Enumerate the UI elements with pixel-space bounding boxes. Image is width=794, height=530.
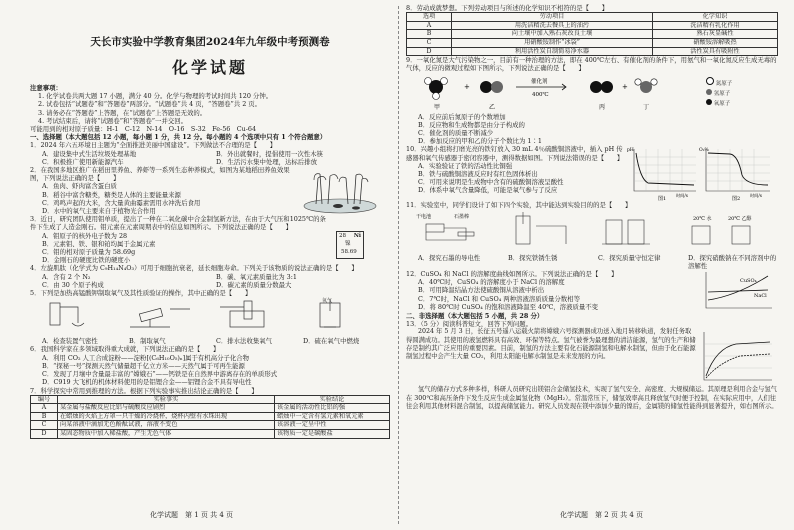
note-item: 1. 化学试卷共两大题 17 小题，满分 40 分。化学与物理的考试时间共 120 分钟。 xyxy=(38,92,273,101)
footer-right: 化学试题 第 2 页 共 4 页 xyxy=(560,511,644,519)
q12-option-a[interactable]: A．40℃时，CuSO₄ 的溶解度小于 NaCl 的溶解度 xyxy=(418,278,565,287)
q12-stem: 12．CuSO₄ 和 NaCl 的溶解度曲线如图所示。下列说法正确的是【 】 xyxy=(406,270,618,278)
q7-cell: 某金属与盐酸反应比铝与硫酸反应剧烈 xyxy=(58,404,275,413)
label-ding: 丁 xyxy=(643,103,650,111)
section2-heading: 二、非选择题（本大题包括 5 小题，共 28 分） xyxy=(406,312,544,320)
element-symbol: Ni xyxy=(353,233,361,240)
q10-block xyxy=(406,145,778,201)
atomic-mass-line: 可能用到的相对原子质量：H-1 C-12 N-14 O-16 S-32 Fe-56 Cu-64 xyxy=(30,125,257,134)
notes-heading: 注意事项： xyxy=(30,84,62,92)
q3-option-a[interactable]: A．钼原子的核外电子数为 28 xyxy=(42,231,128,240)
q4-option-c[interactable]: C．由 30 个原子构成 xyxy=(42,280,104,289)
q7-cell: 该金属的活动性比铝的强 xyxy=(275,404,390,413)
o2-curve xyxy=(708,153,768,185)
table-row xyxy=(31,430,390,439)
q9-option-a[interactable]: A．反应前后氮原子的个数增加 xyxy=(418,112,506,121)
exam-title: 天长市实验中学教育集团2024年九年级中考预测卷 xyxy=(90,36,330,48)
q4-option-b[interactable]: B．碳、氧元素质量比为 3:1 xyxy=(216,272,297,281)
q7-cell: C xyxy=(31,421,58,430)
note-item: 2. 试卷包括“试题卷”和“答题卷”两部分。“试题卷”共 4 页，“答题卷”共 2 页。 xyxy=(38,100,262,109)
section1-heading: 一、选择题（本大题包括 12 小题，每小题 1 分，共 12 分。每小题的 4 个选项中只有 1 个符合题意） xyxy=(30,133,327,142)
q3-stem: 3．近日，研究团队使用钼单质，提出了一种在二氧化碳中合金制氢新方法，在由于大气压和1025℃的条件下生成了人造金刚石。钼元素在元素周期表中的信息如图所示。下列说法正确的是【 】 xyxy=(30,215,326,232)
right-page xyxy=(406,4,778,508)
element-mass: 58.69 xyxy=(341,249,357,256)
q4-option-d[interactable]: D．碳元素的质量分数最大 xyxy=(216,280,292,289)
table-row xyxy=(31,421,390,430)
label-ethanol: 20℃ 乙醇 xyxy=(728,215,752,222)
q7-cell: 该物质一定是碳酸盐 xyxy=(275,430,390,439)
q7-cell: B xyxy=(31,412,58,421)
table-row xyxy=(407,21,778,30)
table-row xyxy=(31,412,390,421)
q7-cell: 某固态物质中加入稀盐酸，产生无色气体 xyxy=(58,430,275,439)
q7-cell: 该溶液一定呈中性 xyxy=(275,421,390,430)
q5-option-b[interactable]: B．制取氧气 xyxy=(129,337,166,346)
q3-option-c[interactable]: C．钼的相对原子质量为 58.69g xyxy=(42,248,136,257)
fig1-label: 图1 xyxy=(658,196,667,202)
table-row xyxy=(407,38,778,47)
q8-cell: 熟石灰显碱性 xyxy=(653,30,778,39)
q7-cell: A xyxy=(31,404,58,413)
q7-table xyxy=(30,395,390,439)
legend-item xyxy=(706,77,732,89)
q8-header-row xyxy=(407,13,778,22)
q11-options xyxy=(406,254,778,270)
q5-apparatus-figure xyxy=(30,297,390,333)
q3-block xyxy=(30,215,390,264)
cuso4-curve-label: CuSO₄ xyxy=(740,278,757,284)
q1-option-d[interactable]: D．生活污水集中处理，达标后排放 xyxy=(216,157,317,166)
q11-stem: 11．实验室中，同学们设计了如下四个实验，其中能达到实验目的的是【 】 xyxy=(406,201,632,210)
q8-cell: 用硝酸铵制作“冰袋” xyxy=(452,38,653,47)
q11-option-c[interactable]: C．探究质量守恒定律 xyxy=(598,253,661,262)
q7-stem: 7．科学探究中常用到推理的方法。根据下列实验事实推出结论正确的是【 】 xyxy=(30,386,258,395)
label-graphite: 石墨棒 xyxy=(454,213,470,220)
q13-stem: 13．（5 分）阅读科普短文，回答下列问题。 xyxy=(406,320,533,329)
legend-label: 氮原子 xyxy=(715,80,733,87)
q1-options xyxy=(30,150,390,158)
label-bing: 丙 xyxy=(599,103,606,111)
q10-stem: 10．兴趣小组将打磨光亮的铁钉放入 30 mL 4％硫酸铜溶液中，插入 pH 传感器和氧气传感器于密闭容器中，测得数据如图。下列说法错误的是【 】 xyxy=(406,145,624,162)
nacl-curve-label: NaCl xyxy=(754,293,767,299)
q8-cell: A xyxy=(407,21,452,30)
q5-option-a[interactable]: A．检查装置气密性 xyxy=(42,337,98,346)
fig2-xlabel: 时间/s xyxy=(750,193,762,199)
note-item: 4. 考试结束后，请将“试题卷”和“答题卷”一并交回。 xyxy=(38,116,188,125)
q5-option-d[interactable]: D．硫在氧气中燃烧 xyxy=(303,337,360,346)
table-row xyxy=(407,30,778,39)
q2-stem: 2．在我国多地区推广在稻田里养鱼、养虾等一系列生态种养模式，如图为某地稻田养鱼效果图，下列说法正确的是【 】 xyxy=(30,166,290,183)
molecule-bing xyxy=(590,81,613,93)
q8-cell: 向土壤中加入熟石灰改良土壤 xyxy=(452,30,653,39)
fig2-ylabel: O₂% xyxy=(699,148,709,154)
page-divider xyxy=(398,6,399,524)
condition-temp: 400℃ xyxy=(532,91,549,98)
q8-header-cell: 劳动项目 xyxy=(452,13,653,22)
q11-option-a[interactable]: A．探究石墨的导电性 xyxy=(418,253,481,262)
q12-block xyxy=(406,270,778,312)
q7-header-row xyxy=(31,395,390,404)
label-water: 20℃ 水 xyxy=(693,215,712,222)
element-number: 28 xyxy=(339,233,346,240)
q2-option-a[interactable]: A．鱼肉、虾肉富含蛋白质 xyxy=(42,182,117,191)
q3-option-d[interactable]: D．金刚石的硬度比铁的硬度小 xyxy=(42,256,131,265)
q1-options-row2 xyxy=(30,158,390,166)
label-yi: 乙 xyxy=(489,103,496,111)
fig1-ylabel: pH xyxy=(627,148,634,154)
q10-option-b[interactable]: B．铁与硫酸铜溶液反应时有红色固体析出 xyxy=(418,170,538,178)
q7-header-cell: 实验结论 xyxy=(275,395,390,404)
q5-option-c[interactable]: C．排水法收集氧气 xyxy=(216,337,273,346)
q8-cell: 硝酸铵溶解吸热 xyxy=(653,38,778,47)
q6-option-a[interactable]: A．利用 CO₂ 人工合成淀粉——淀粉[(C₆H₁₀O₅)ₙ]属于有机高分子化合物 xyxy=(42,353,250,362)
q4-stem: 4．左旋肌肽（化学式为 C₉H₁₄N₄O₃）可用于细胞抗衰老，延长细胞寿命。下列关于该物质的说法正确的是【 】 xyxy=(30,264,358,273)
q8-cell: C xyxy=(407,38,452,47)
q7-cell: D xyxy=(31,430,58,439)
legend-item xyxy=(706,99,732,109)
q4-option-a[interactable]: A．含有 2 个 N₂ xyxy=(42,272,91,281)
q6-option-d[interactable]: D．C919 大飞机的机体材料使用的是铝锂合金——铝锂合金不具有导电性 xyxy=(42,378,252,387)
ph-curve xyxy=(636,153,694,185)
q13-paragraph-1: 2024 年 5 月 3 日，长征五号遥八运载火箭将嫦娥六号探测器成功送入地月转移轨道，发射任务取得圆满成功。其使用的液氢燃料具有高效、环保等特点。氢气被誉为最理想的清洁能源，氢气的生产和储存是制约其广泛应用的重要因素。目前，制氢的方法主要有化石能源制氢和电解水制氢，但由于化石能源制氢过程中会产生大量 CO₂，利用太阳能电解水制氢是未来发展的方向。 xyxy=(406,328,696,361)
q7-header-cell: 实验事实 xyxy=(58,395,275,404)
q8-header-cell: 选项 xyxy=(407,13,452,22)
molecule-ding xyxy=(635,78,657,92)
q8-cell: 活性炭具有吸附性 xyxy=(653,47,778,56)
q7-cell: 蜡烛中一定含有氢元素和氧元素 xyxy=(275,412,390,421)
q8-stem: 8．劳动成就梦想。下列劳动项目与所述的化学知识不相符的是【 】 xyxy=(406,4,609,12)
label-jia: 甲 xyxy=(434,103,441,111)
q8-cell: 利用活性炭自制简易净水器 xyxy=(452,47,653,56)
rice-field-illustration xyxy=(300,166,380,214)
q9-option-c[interactable]: C．催化剂的质量不断减少 xyxy=(418,128,494,137)
q8-cell: 用洗洁精洗去餐具上的油污 xyxy=(452,21,653,30)
molecule-jia xyxy=(425,77,448,99)
q12-option-d[interactable]: D．将 80℃时 CuSO₄ 的饱和溶液降温至 40℃，溶液质量不变 xyxy=(418,302,599,311)
o2-label: 氧气 xyxy=(322,298,333,305)
molecule-yi xyxy=(480,81,503,93)
q9-stem: 9．一氧化氮是大气污染物之一，目前有一种治理的方法，即在 400℃左右、有催化剂的条件下，用氨气和一氧化氮反应生成无毒的气体，反应的微观过程如下图所示，下列说法正确的是【 】 xyxy=(406,56,777,73)
q4-options-row2 xyxy=(30,281,390,289)
note-item: 3. 请务必在“答题卷”上答题，在“试题卷”上答题是无效的。 xyxy=(38,108,207,117)
q10-option-d[interactable]: D．体系中氧气含量降低，可能是氧气参与了反应 xyxy=(418,186,558,195)
q2-block xyxy=(30,166,390,215)
left-page xyxy=(30,4,390,508)
q6-stem: 6．我国科学家在多领域取得重大成就，下列说法正确的是【 】 xyxy=(30,345,220,354)
legend-item xyxy=(706,89,732,99)
q7-cell: 在蜡烛的火焰上方罩一只干燥的冷烧杯，烧杯内壁有水珠出现 xyxy=(58,412,275,421)
q2-option-b[interactable]: B．稻谷中富含糖类，糖类是人体的主要能量来源 xyxy=(42,190,181,199)
legend-label: 氧原子 xyxy=(713,100,731,107)
q8-header-cell: 化学知识 xyxy=(653,13,778,22)
element-name: 镍 xyxy=(345,241,351,248)
q6-option-c[interactable]: C．发现了月壤中含量最丰富的“嫦娥石”——钙铁是在自然界中游离存在的单质形式 xyxy=(42,370,278,379)
table-row xyxy=(31,404,390,413)
fig2-label: 图2 xyxy=(732,196,741,202)
q4-options xyxy=(30,273,390,281)
element-tile xyxy=(336,231,364,259)
q10-option-c[interactable]: C．可用来说明是生成物中含有的硫酸铜溶液呈酸性 xyxy=(418,178,564,187)
q7-header-cell: 编号 xyxy=(31,395,58,404)
q8-cell: D xyxy=(407,47,452,56)
solubility-curve-figure xyxy=(696,270,776,312)
q3-option-b[interactable]: B．元素钼、铁、银和铂均属于金属元素 xyxy=(42,239,156,248)
q2-option-c[interactable]: C．鸡鸣声起的大米，含大量黄曲霉素需用水冲洗后食用 xyxy=(42,198,201,207)
q8-cell: B xyxy=(407,30,452,39)
q5-stem: 5．下列是加热高锰酸钾制取氧气及其性质验证的操作，其中正确的是【 】 xyxy=(30,289,252,298)
q2-option-d[interactable]: D．水中的氧气主要来自于植物光合作用 xyxy=(42,207,156,216)
q6-option-b[interactable]: B．“探秘一号”探测天然气储量超千亿立方米——天然气属于可再生能源 xyxy=(42,361,245,370)
q8-cell: 洗洁精有乳化作用 xyxy=(653,21,778,30)
storage-curve xyxy=(706,342,770,376)
q9-option-b[interactable]: B．反应物和生成物都是由分子构成的 xyxy=(418,120,525,129)
q1-option-c[interactable]: C．积极推广使用新能源汽车 xyxy=(42,157,124,166)
condition-catalyst: 催化剂 xyxy=(531,78,548,85)
q9-option-d[interactable]: D．参加反应的甲和乙的分子个数比为 1∶1 xyxy=(418,137,542,146)
q13-hydrogen-storage-chart xyxy=(696,328,776,386)
q5-options xyxy=(30,337,390,345)
q12-option-b[interactable]: B．可用降温结晶方法使硫酸铜从溶液中析出 xyxy=(418,286,545,295)
q7-cell: 向某溶液中滴加无色酚酞试液，溶液不变色 xyxy=(58,421,275,430)
q13-passage-block xyxy=(406,328,778,386)
q10-graphs xyxy=(626,145,776,201)
legend-label: 氢原子 xyxy=(713,90,731,97)
svg-text:+: + xyxy=(622,82,628,91)
svg-text:+: + xyxy=(464,82,470,91)
q1-option-a[interactable]: A．建设集中式生活垃圾处理基地 xyxy=(42,149,137,158)
q8-table xyxy=(406,12,778,56)
q12-option-c[interactable]: C．7℃时，NaCl 和 CuSO₄ 两种溶液溶质质量分数相等 xyxy=(418,294,580,303)
q11-option-d[interactable]: D．探究硝酸钠在不同溶剂中的溶解性 xyxy=(688,253,777,270)
q10-option-a[interactable]: A．实验验证了铁的活动性比铜强 xyxy=(418,161,513,170)
q9-molecule-diagram xyxy=(406,73,706,113)
q1-stem: 1．2024 年六五环境日主题为“全面推进美丽中国建设”。下列做法不合理的是【 】 xyxy=(30,141,277,150)
fig1-xlabel: 时间/s xyxy=(676,193,688,199)
subject-title: 化学试题 xyxy=(171,58,248,77)
table-row xyxy=(407,47,778,56)
q13-paragraph-2: 氢气的储存方式多种多样，科研人员研究出镁铝合金储氢技术，实现了氢气安全、高密度、大规模储运。其原理是利用合金与氢气在 300℃和高压条件下发生反应生成金属氢化物（MgH₂）。常温常压下，储氢效率高且释放氢气时便于控制，在实际应用中，人们往往会利用其他材料混合制氢，以提高储氢能力。研究人员发现在镁中添加少量的镍后，金属镁的储氢性能得到显著提升，如右图所示。 xyxy=(406,386,778,410)
q9-figure xyxy=(406,73,778,113)
q11-option-b[interactable]: B．探究铁锈生锈 xyxy=(508,253,558,262)
footer-left: 化学试题 第 1 页 共 4 页 xyxy=(150,511,234,519)
label-battery: 干电池 xyxy=(416,213,432,220)
q9-legend xyxy=(706,77,732,109)
q11-apparatus-figure xyxy=(406,210,778,250)
q1-option-b[interactable]: B．外出就餐时，提倡使用一次性木筷 xyxy=(216,149,323,158)
